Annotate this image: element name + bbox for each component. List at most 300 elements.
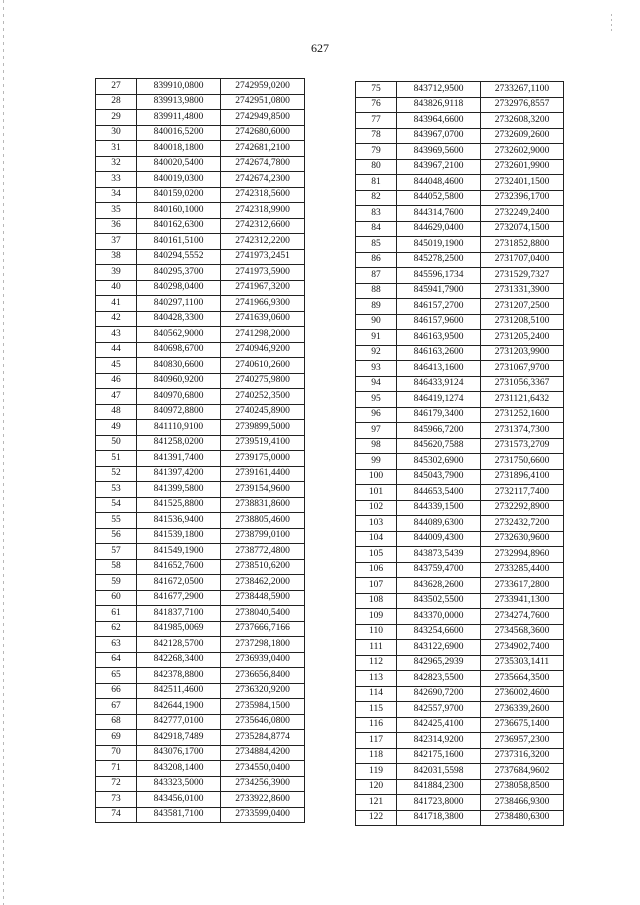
table-row bbox=[96, 730, 305, 746]
point-number-cell: 90 bbox=[356, 314, 397, 330]
x-coordinate-cell: 840297,1100 bbox=[137, 296, 221, 312]
x-coordinate-cell: 844089,6300 bbox=[397, 516, 481, 532]
point-number-cell: 33 bbox=[96, 172, 137, 188]
x-coordinate-cell: 841884,2300 bbox=[397, 779, 481, 795]
point-number-cell: 47 bbox=[96, 389, 137, 405]
x-coordinate-cell: 841525,8800 bbox=[137, 497, 221, 513]
x-coordinate-cell: 841672,0500 bbox=[137, 575, 221, 591]
y-coordinate-cell: 2732602,9000 bbox=[481, 144, 564, 160]
x-coordinate-cell: 843456,0100 bbox=[137, 792, 221, 808]
x-coordinate-cell: 843502,5500 bbox=[397, 593, 481, 609]
x-coordinate-cell: 843076,1700 bbox=[137, 745, 221, 761]
x-coordinate-cell: 843826,9118 bbox=[397, 97, 481, 113]
x-coordinate-cell: 842511,4600 bbox=[137, 683, 221, 699]
table-row bbox=[356, 82, 564, 98]
y-coordinate-cell: 2732609,2600 bbox=[481, 128, 564, 144]
x-coordinate-cell: 843712,9500 bbox=[397, 82, 481, 98]
y-coordinate-cell: 2734568,3600 bbox=[481, 624, 564, 640]
table-row bbox=[356, 795, 564, 811]
table-row bbox=[356, 485, 564, 501]
x-coordinate-cell: 845620,7588 bbox=[397, 438, 481, 454]
y-coordinate-cell: 2737684,9602 bbox=[481, 764, 564, 780]
y-coordinate-cell: 2742951,0800 bbox=[221, 94, 305, 110]
x-coordinate-cell: 841837,7100 bbox=[137, 606, 221, 622]
point-number-cell: 84 bbox=[356, 221, 397, 237]
point-number-cell: 69 bbox=[96, 730, 137, 746]
point-number-cell: 49 bbox=[96, 420, 137, 436]
x-coordinate-cell: 840562,9000 bbox=[137, 327, 221, 343]
table-row bbox=[356, 268, 564, 284]
table-row bbox=[96, 420, 305, 436]
y-coordinate-cell: 2732608,3200 bbox=[481, 113, 564, 129]
table-row bbox=[356, 469, 564, 485]
table-row bbox=[356, 640, 564, 656]
x-coordinate-cell: 840295,3700 bbox=[137, 265, 221, 281]
point-number-cell: 118 bbox=[356, 748, 397, 764]
point-number-cell: 37 bbox=[96, 234, 137, 250]
x-coordinate-cell: 841110,9100 bbox=[137, 420, 221, 436]
x-coordinate-cell: 842777,0100 bbox=[137, 714, 221, 730]
table-row bbox=[96, 590, 305, 606]
table-row bbox=[356, 686, 564, 702]
table-row bbox=[96, 466, 305, 482]
point-number-cell: 87 bbox=[356, 268, 397, 284]
y-coordinate-cell: 2731529,7327 bbox=[481, 268, 564, 284]
y-coordinate-cell: 2734884,4200 bbox=[221, 745, 305, 761]
point-number-cell: 34 bbox=[96, 187, 137, 203]
y-coordinate-cell: 2738831,8600 bbox=[221, 497, 305, 513]
point-number-cell: 116 bbox=[356, 717, 397, 733]
page-number: 627 bbox=[311, 41, 329, 55]
table-row bbox=[96, 699, 305, 715]
y-coordinate-cell: 2731374,7300 bbox=[481, 423, 564, 439]
table-row bbox=[356, 159, 564, 175]
table-row bbox=[96, 187, 305, 203]
table-row bbox=[356, 531, 564, 547]
y-coordinate-cell: 2735984,1500 bbox=[221, 699, 305, 715]
point-number-cell: 42 bbox=[96, 311, 137, 327]
table-row bbox=[96, 761, 305, 777]
point-number-cell: 103 bbox=[356, 516, 397, 532]
x-coordinate-cell: 840294,5552 bbox=[137, 249, 221, 265]
y-coordinate-cell: 2742680,6000 bbox=[221, 125, 305, 141]
x-coordinate-cell: 846157,9600 bbox=[397, 314, 481, 330]
y-coordinate-cell: 2741967,3200 bbox=[221, 280, 305, 296]
point-number-cell: 115 bbox=[356, 702, 397, 718]
y-coordinate-cell: 2736957,2300 bbox=[481, 733, 564, 749]
x-coordinate-cell: 845596,1734 bbox=[397, 268, 481, 284]
point-number-cell: 43 bbox=[96, 327, 137, 343]
y-coordinate-cell: 2731208,5100 bbox=[481, 314, 564, 330]
y-coordinate-cell: 2731331,3900 bbox=[481, 283, 564, 299]
table-row bbox=[356, 423, 564, 439]
point-number-cell: 102 bbox=[356, 500, 397, 516]
point-number-cell: 56 bbox=[96, 528, 137, 544]
point-number-cell: 35 bbox=[96, 203, 137, 219]
table-row bbox=[96, 637, 305, 653]
x-coordinate-cell: 839911,4800 bbox=[137, 110, 221, 126]
y-coordinate-cell: 2737316,3200 bbox=[481, 748, 564, 764]
x-coordinate-cell: 840960,9200 bbox=[137, 373, 221, 389]
x-coordinate-cell: 842644,1900 bbox=[137, 699, 221, 715]
y-coordinate-cell: 2731707,0400 bbox=[481, 252, 564, 268]
point-number-cell: 93 bbox=[356, 361, 397, 377]
x-coordinate-cell: 843254,6600 bbox=[397, 624, 481, 640]
point-number-cell: 95 bbox=[356, 392, 397, 408]
x-coordinate-cell: 843873,5439 bbox=[397, 547, 481, 563]
y-coordinate-cell: 2731121,6432 bbox=[481, 392, 564, 408]
y-coordinate-cell: 2740245,8900 bbox=[221, 404, 305, 420]
point-number-cell: 51 bbox=[96, 451, 137, 467]
y-coordinate-cell: 2735646,0800 bbox=[221, 714, 305, 730]
y-coordinate-cell: 2734550,0400 bbox=[221, 761, 305, 777]
table-row bbox=[96, 280, 305, 296]
point-number-cell: 61 bbox=[96, 606, 137, 622]
table-row bbox=[356, 128, 564, 144]
x-coordinate-cell: 841536,9400 bbox=[137, 513, 221, 529]
point-number-cell: 81 bbox=[356, 175, 397, 191]
table-row bbox=[356, 655, 564, 671]
y-coordinate-cell: 2736675,1400 bbox=[481, 717, 564, 733]
point-number-cell: 64 bbox=[96, 652, 137, 668]
y-coordinate-cell: 2738466,9300 bbox=[481, 795, 564, 811]
table-row bbox=[356, 624, 564, 640]
x-coordinate-cell: 846413,1600 bbox=[397, 361, 481, 377]
x-coordinate-cell: 843969,5600 bbox=[397, 144, 481, 160]
y-coordinate-cell: 2731750,6600 bbox=[481, 454, 564, 470]
point-number-cell: 38 bbox=[96, 249, 137, 265]
y-coordinate-cell: 2732994,8960 bbox=[481, 547, 564, 563]
point-number-cell: 67 bbox=[96, 699, 137, 715]
point-number-cell: 83 bbox=[356, 206, 397, 222]
y-coordinate-cell: 2741973,5900 bbox=[221, 265, 305, 281]
point-number-cell: 86 bbox=[356, 252, 397, 268]
table-row bbox=[96, 528, 305, 544]
point-number-cell: 82 bbox=[356, 190, 397, 206]
x-coordinate-cell: 843967,0700 bbox=[397, 128, 481, 144]
y-coordinate-cell: 2736339,2600 bbox=[481, 702, 564, 718]
table-row bbox=[96, 745, 305, 761]
table-row bbox=[96, 451, 305, 467]
x-coordinate-cell: 840160,1000 bbox=[137, 203, 221, 219]
point-number-cell: 40 bbox=[96, 280, 137, 296]
y-coordinate-cell: 2733267,1100 bbox=[481, 82, 564, 98]
point-number-cell: 55 bbox=[96, 513, 137, 529]
table-row bbox=[96, 172, 305, 188]
x-coordinate-cell: 846163,2600 bbox=[397, 345, 481, 361]
x-coordinate-cell: 844629,0400 bbox=[397, 221, 481, 237]
x-coordinate-cell: 842314,9200 bbox=[397, 733, 481, 749]
y-coordinate-cell: 2738448,5900 bbox=[221, 590, 305, 606]
point-number-cell: 66 bbox=[96, 683, 137, 699]
y-coordinate-cell: 2742318,5600 bbox=[221, 187, 305, 203]
table-row bbox=[356, 733, 564, 749]
table-row bbox=[96, 559, 305, 575]
table-row bbox=[356, 593, 564, 609]
y-coordinate-cell: 2732401,1500 bbox=[481, 175, 564, 191]
point-number-cell: 113 bbox=[356, 671, 397, 687]
y-coordinate-cell: 2742681,2100 bbox=[221, 141, 305, 157]
x-coordinate-cell: 840970,6800 bbox=[137, 389, 221, 405]
x-coordinate-cell: 843122,6900 bbox=[397, 640, 481, 656]
y-coordinate-cell: 2742312,6600 bbox=[221, 218, 305, 234]
x-coordinate-cell: 846179,3400 bbox=[397, 407, 481, 423]
table-row bbox=[356, 500, 564, 516]
point-number-cell: 122 bbox=[356, 810, 397, 826]
table-row bbox=[356, 578, 564, 594]
point-number-cell: 54 bbox=[96, 497, 137, 513]
point-number-cell: 45 bbox=[96, 358, 137, 374]
table-row bbox=[356, 810, 564, 826]
table-row bbox=[356, 671, 564, 687]
x-coordinate-cell: 840018,1800 bbox=[137, 141, 221, 157]
point-number-cell: 80 bbox=[356, 159, 397, 175]
table-row bbox=[96, 683, 305, 699]
point-number-cell: 77 bbox=[356, 113, 397, 129]
table-row bbox=[356, 237, 564, 253]
point-number-cell: 32 bbox=[96, 156, 137, 172]
y-coordinate-cell: 2732601,9900 bbox=[481, 159, 564, 175]
point-number-cell: 85 bbox=[356, 237, 397, 253]
point-number-cell: 75 bbox=[356, 82, 397, 98]
x-coordinate-cell: 843967,2100 bbox=[397, 159, 481, 175]
table-row bbox=[96, 141, 305, 157]
x-coordinate-cell: 840159,0200 bbox=[137, 187, 221, 203]
x-coordinate-cell: 840298,0400 bbox=[137, 280, 221, 296]
table-row bbox=[96, 358, 305, 374]
point-number-cell: 36 bbox=[96, 218, 137, 234]
table-row bbox=[356, 175, 564, 191]
x-coordinate-cell: 845966,7200 bbox=[397, 423, 481, 439]
x-coordinate-cell: 843759,4700 bbox=[397, 562, 481, 578]
point-number-cell: 65 bbox=[96, 668, 137, 684]
y-coordinate-cell: 2736656,8400 bbox=[221, 668, 305, 684]
x-coordinate-cell: 843581,7100 bbox=[137, 807, 221, 823]
x-coordinate-cell: 844052,5800 bbox=[397, 190, 481, 206]
y-coordinate-cell: 2731207,2500 bbox=[481, 299, 564, 315]
table-row bbox=[356, 562, 564, 578]
table-row bbox=[356, 314, 564, 330]
point-number-cell: 72 bbox=[96, 776, 137, 792]
y-coordinate-cell: 2738510,6200 bbox=[221, 559, 305, 575]
point-number-cell: 44 bbox=[96, 342, 137, 358]
point-number-cell: 63 bbox=[96, 637, 137, 653]
y-coordinate-cell: 2736939,0400 bbox=[221, 652, 305, 668]
point-number-cell: 48 bbox=[96, 404, 137, 420]
y-coordinate-cell: 2739161,4400 bbox=[221, 466, 305, 482]
x-coordinate-cell: 846419,1274 bbox=[397, 392, 481, 408]
table-row bbox=[356, 252, 564, 268]
point-number-cell: 53 bbox=[96, 482, 137, 498]
x-coordinate-cell: 841549,1900 bbox=[137, 544, 221, 560]
table-row bbox=[96, 234, 305, 250]
table-row bbox=[96, 311, 305, 327]
x-coordinate-cell: 846157,2700 bbox=[397, 299, 481, 315]
table-row bbox=[96, 513, 305, 529]
x-coordinate-cell: 844653,5400 bbox=[397, 485, 481, 501]
point-number-cell: 108 bbox=[356, 593, 397, 609]
y-coordinate-cell: 2731056,3367 bbox=[481, 376, 564, 392]
point-number-cell: 92 bbox=[356, 345, 397, 361]
x-coordinate-cell: 845043,7900 bbox=[397, 469, 481, 485]
x-coordinate-cell: 844314,7600 bbox=[397, 206, 481, 222]
point-number-cell: 112 bbox=[356, 655, 397, 671]
point-number-cell: 101 bbox=[356, 485, 397, 501]
y-coordinate-cell: 2740946,9200 bbox=[221, 342, 305, 358]
table-row bbox=[96, 389, 305, 405]
y-coordinate-cell: 2741966,9300 bbox=[221, 296, 305, 312]
point-number-cell: 73 bbox=[96, 792, 137, 808]
x-coordinate-cell: 842823,5500 bbox=[397, 671, 481, 687]
y-coordinate-cell: 2740275,9800 bbox=[221, 373, 305, 389]
table-row bbox=[96, 807, 305, 823]
y-coordinate-cell: 2733941,1300 bbox=[481, 593, 564, 609]
y-coordinate-cell: 2742949,8500 bbox=[221, 110, 305, 126]
y-coordinate-cell: 2731203,9900 bbox=[481, 345, 564, 361]
table-row bbox=[96, 249, 305, 265]
point-number-cell: 74 bbox=[96, 807, 137, 823]
y-coordinate-cell: 2737298,1800 bbox=[221, 637, 305, 653]
table-row bbox=[96, 94, 305, 110]
y-coordinate-cell: 2734902,7400 bbox=[481, 640, 564, 656]
table-row bbox=[356, 206, 564, 222]
y-coordinate-cell: 2736002,4600 bbox=[481, 686, 564, 702]
table-row bbox=[356, 438, 564, 454]
x-coordinate-cell: 841718,3800 bbox=[397, 810, 481, 826]
x-coordinate-cell: 842378,8800 bbox=[137, 668, 221, 684]
x-coordinate-cell: 842268,3400 bbox=[137, 652, 221, 668]
x-coordinate-cell: 842557,9700 bbox=[397, 702, 481, 718]
y-coordinate-cell: 2742674,7800 bbox=[221, 156, 305, 172]
point-number-cell: 76 bbox=[356, 97, 397, 113]
y-coordinate-cell: 2739175,0000 bbox=[221, 451, 305, 467]
y-coordinate-cell: 2731067,9700 bbox=[481, 361, 564, 377]
table-row bbox=[356, 748, 564, 764]
y-coordinate-cell: 2740252,3500 bbox=[221, 389, 305, 405]
point-number-cell: 31 bbox=[96, 141, 137, 157]
y-coordinate-cell: 2739899,5000 bbox=[221, 420, 305, 436]
point-number-cell: 98 bbox=[356, 438, 397, 454]
x-coordinate-cell: 842918,7489 bbox=[137, 730, 221, 746]
table-row bbox=[96, 482, 305, 498]
point-number-cell: 111 bbox=[356, 640, 397, 656]
table-row bbox=[96, 497, 305, 513]
table-row bbox=[356, 299, 564, 315]
table-row bbox=[356, 113, 564, 129]
point-number-cell: 79 bbox=[356, 144, 397, 160]
y-coordinate-cell: 2732630,9600 bbox=[481, 531, 564, 547]
table-row bbox=[96, 575, 305, 591]
point-number-cell: 29 bbox=[96, 110, 137, 126]
scan-edge-line bbox=[3, 0, 4, 905]
point-number-cell: 121 bbox=[356, 795, 397, 811]
y-coordinate-cell: 2735303,1411 bbox=[481, 655, 564, 671]
point-number-cell: 57 bbox=[96, 544, 137, 560]
x-coordinate-cell: 840161,5100 bbox=[137, 234, 221, 250]
point-number-cell: 59 bbox=[96, 575, 137, 591]
point-number-cell: 27 bbox=[96, 79, 137, 95]
y-coordinate-cell: 2740610,2600 bbox=[221, 358, 305, 374]
x-coordinate-cell: 843323,5000 bbox=[137, 776, 221, 792]
y-coordinate-cell: 2731205,2400 bbox=[481, 330, 564, 346]
y-coordinate-cell: 2741639,0600 bbox=[221, 311, 305, 327]
y-coordinate-cell: 2733617,2800 bbox=[481, 578, 564, 594]
y-coordinate-cell: 2731573,2709 bbox=[481, 438, 564, 454]
y-coordinate-cell: 2742959,0200 bbox=[221, 79, 305, 95]
point-number-cell: 104 bbox=[356, 531, 397, 547]
y-coordinate-cell: 2738772,4800 bbox=[221, 544, 305, 560]
table-row bbox=[96, 606, 305, 622]
x-coordinate-cell: 841985,0069 bbox=[137, 621, 221, 637]
table-row bbox=[96, 668, 305, 684]
y-coordinate-cell: 2741298,2000 bbox=[221, 327, 305, 343]
x-coordinate-cell: 843964,6600 bbox=[397, 113, 481, 129]
table-row bbox=[356, 330, 564, 346]
x-coordinate-cell: 840830,6600 bbox=[137, 358, 221, 374]
point-number-cell: 109 bbox=[356, 609, 397, 625]
table-row bbox=[96, 652, 305, 668]
y-coordinate-cell: 2731852,8800 bbox=[481, 237, 564, 253]
y-coordinate-cell: 2731252,1600 bbox=[481, 407, 564, 423]
point-number-cell: 39 bbox=[96, 265, 137, 281]
table-row bbox=[356, 361, 564, 377]
x-coordinate-cell: 845302,6900 bbox=[397, 454, 481, 470]
x-coordinate-cell: 839913,9800 bbox=[137, 94, 221, 110]
table-row bbox=[96, 218, 305, 234]
x-coordinate-cell: 840162,6300 bbox=[137, 218, 221, 234]
x-coordinate-cell: 841723,8000 bbox=[397, 795, 481, 811]
table-row bbox=[96, 327, 305, 343]
table-row bbox=[96, 714, 305, 730]
table-row bbox=[96, 203, 305, 219]
table-row bbox=[356, 283, 564, 299]
table-row bbox=[96, 156, 305, 172]
y-coordinate-cell: 2736320,9200 bbox=[221, 683, 305, 699]
y-coordinate-cell: 2733285,4400 bbox=[481, 562, 564, 578]
table-row bbox=[96, 296, 305, 312]
x-coordinate-cell: 841677,2900 bbox=[137, 590, 221, 606]
point-number-cell: 97 bbox=[356, 423, 397, 439]
point-number-cell: 70 bbox=[96, 745, 137, 761]
x-coordinate-cell: 841397,4200 bbox=[137, 466, 221, 482]
y-coordinate-cell: 2739154,9600 bbox=[221, 482, 305, 498]
point-number-cell: 28 bbox=[96, 94, 137, 110]
table-row bbox=[96, 404, 305, 420]
point-number-cell: 88 bbox=[356, 283, 397, 299]
y-coordinate-cell: 2732074,1500 bbox=[481, 221, 564, 237]
x-coordinate-cell: 840972,8800 bbox=[137, 404, 221, 420]
y-coordinate-cell: 2738040,5400 bbox=[221, 606, 305, 622]
x-coordinate-cell: 841539,1800 bbox=[137, 528, 221, 544]
x-coordinate-cell: 839910,0800 bbox=[137, 79, 221, 95]
table-row bbox=[96, 792, 305, 808]
y-coordinate-cell: 2732292,8900 bbox=[481, 500, 564, 516]
x-coordinate-cell: 846433,9124 bbox=[397, 376, 481, 392]
table-row bbox=[356, 392, 564, 408]
point-number-cell: 60 bbox=[96, 590, 137, 606]
table-row bbox=[356, 717, 564, 733]
y-coordinate-cell: 2733922,8600 bbox=[221, 792, 305, 808]
point-number-cell: 100 bbox=[356, 469, 397, 485]
table-row bbox=[96, 79, 305, 95]
table-row bbox=[96, 342, 305, 358]
table-row bbox=[96, 265, 305, 281]
y-coordinate-cell: 2737666,7166 bbox=[221, 621, 305, 637]
point-number-cell: 50 bbox=[96, 435, 137, 451]
point-number-cell: 114 bbox=[356, 686, 397, 702]
table-row bbox=[96, 125, 305, 141]
point-number-cell: 46 bbox=[96, 373, 137, 389]
